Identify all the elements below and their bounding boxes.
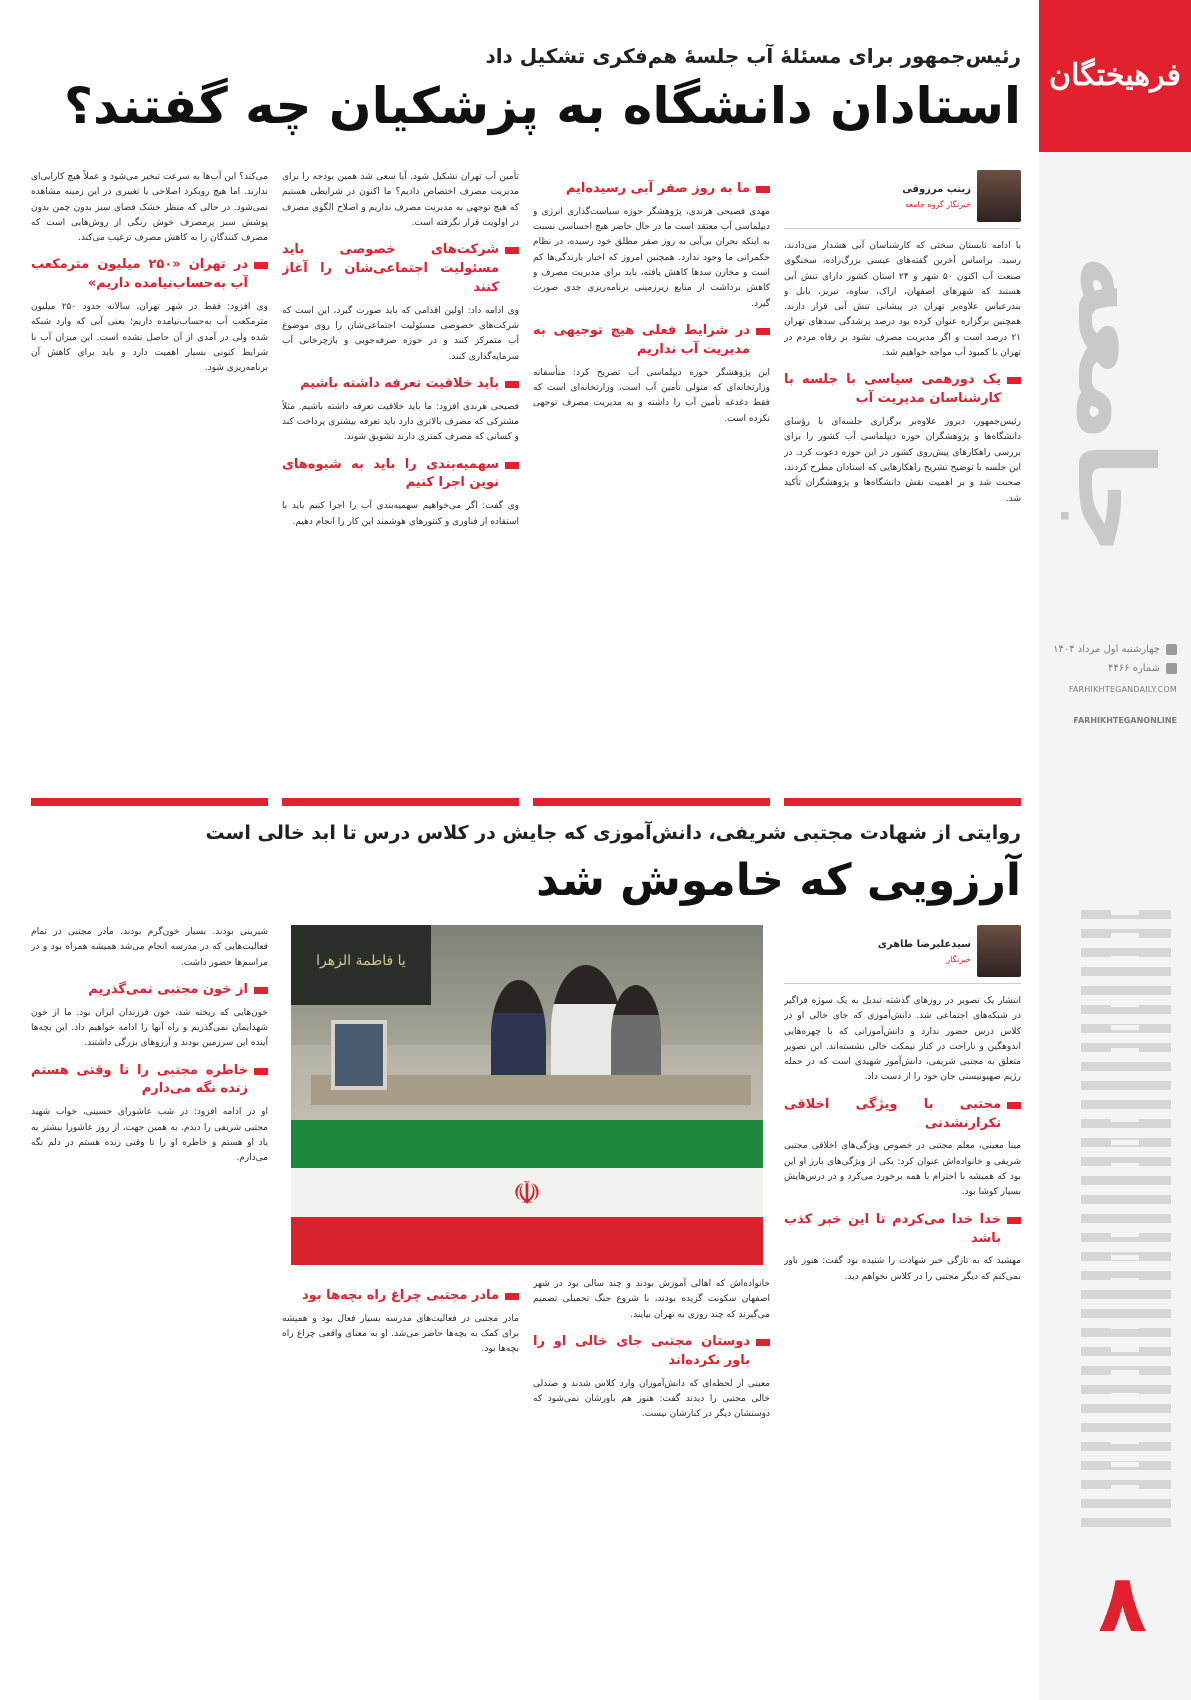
author-name: سیدعلیرضا طاهری	[877, 938, 971, 950]
subheading: خدا خدا می‌کردم تا این خبر کذب باشد	[784, 1211, 1021, 1249]
divider-bar	[784, 798, 1021, 806]
body-paragraph: خانواده‌اش که اهالی آموزش بودند و چند سالی بود در شهر اصفهان سکونت گزیده بودند، با شروع جنگ تحمیلی تصمیم می‌گیرند که چند روزی به تهران بیایند.	[533, 1279, 770, 1320]
story2-headline[interactable]: آرزویی که خاموش شد	[536, 855, 1021, 906]
story1-columns	[31, 170, 1021, 790]
brand-logo-text: فرهیختگان	[1049, 58, 1181, 93]
story2-column-1	[784, 925, 1021, 1695]
body-paragraph: وی گفت: اگر می‌خواهیم سهمیه‌بندی آب را اجرا کنیم باید با استفاده از فناوری و کنتورهای هوشمند این کار را انجام دهیم.	[282, 501, 519, 527]
story2-column-3	[282, 1277, 519, 1695]
subheading: در تهران «۲۵۰ میلیون مترمکعب آب به‌حساب‌نیامده داریم»	[31, 256, 268, 294]
body-paragraph: خون‌هایی که ریخته شد، خون فرزندان ایران بود. ما از خون شهدایمان نمی‌گذریم و راه آنها را ادامه خواهیم داد. این بچه‌ها آینده این سرزمین بودند و آرزوهای بزرگی داشتند.	[31, 1007, 268, 1049]
body-paragraph: وی ادامه داد: اولین اقدامی که باید صورت گیرد، این است که شرکت‌های خصوصی مسئولیت اجتماعی‌شان را روی موضوع آب متمرکز کنند و در حوزه صرفه‌جویی و بازچرخانی آب سرمایه‌گذاری کنند.	[282, 305, 519, 362]
subheading: مادر مجتبی چراغ راه بچه‌ها بود	[282, 1287, 519, 1306]
subheading: یک دورهمی سیاسی با جلسه با کارشناسان مدیریت آب	[784, 371, 1021, 409]
divider-bar	[31, 798, 268, 806]
website-link[interactable]: FARHIKHTEGANDAILY.COM	[1068, 685, 1177, 694]
brand-logo[interactable]	[1039, 0, 1191, 152]
author-byline	[784, 925, 1021, 984]
story1-kicker: رئیس‌جمهور برای مسئلهٔ آب جلسهٔ هم‌فکری تشکیل داد	[485, 44, 1021, 68]
body-paragraph: او در ادامه افزود: در شب عاشورای حسینی، خواب شهید مجتبی شریفی را دیدم. به همین جهت، از روز عاشورا بیشتر به یاد او هستم و خاطره او را تا وقتی زنده هستم در دلم نگه می‌دارم.	[31, 1107, 268, 1164]
author-name: زینب مرزوقی	[902, 183, 971, 195]
subheading: مجتبی با ویژگی اخلاقی تکرارنشدنی	[784, 1096, 1021, 1134]
subheading: خاطره مجتبی را تا وقتی هستم زنده نگه می‌دارم	[31, 1062, 268, 1100]
divider-bar	[533, 798, 770, 806]
body-paragraph: معینی از لحظه‌ای که دانش‌آموزان وارد کلاس شدند و صندلی خالی مجتبی را دیدند گفت: هنوز هم باورشان نمی‌شود که دوستشان دیگر در کنارشان نیست.	[533, 1378, 770, 1420]
author-avatar	[977, 170, 1021, 222]
photo-banner	[291, 925, 431, 1005]
calendar-icon	[1166, 644, 1177, 655]
sidebar	[1039, 0, 1191, 1700]
story2-photo[interactable]	[291, 925, 763, 1265]
author-byline	[784, 170, 1021, 229]
issue-number: شماره ۴۴۶۶	[1108, 663, 1160, 674]
author-role: خبرنگار گروه جامعه	[905, 199, 971, 209]
decorative-pattern	[1081, 910, 1171, 1530]
issue-date: چهارشنبه اول مرداد ۱۴۰۴	[1053, 644, 1160, 655]
subheading: ما به روز صفر آبی رسیده‌ایم	[533, 180, 770, 199]
story2-column-2	[533, 1277, 770, 1695]
story1-column-2	[533, 170, 770, 790]
story2-body	[31, 925, 1021, 1695]
story1-column-4	[31, 170, 268, 790]
photo-portrait-frame	[331, 1020, 387, 1090]
author-avatar	[977, 925, 1021, 977]
issue-meta	[1049, 640, 1177, 728]
photo-student	[491, 980, 546, 1090]
section-title	[1053, 180, 1177, 630]
body-paragraph: این پژوهشگر حوزه دیپلماسی آب تصریح کرد: متأسفانه وزارتخانه‌ای که متولی تأمین آب است، وزارتخانه‌ای است که فقط دغدغه تأمین آب را داشته و به مدیریت مصرف توجهی نکرده است.	[533, 367, 770, 424]
body-paragraph: رئیس‌جمهور، دیروز علاوه‌بر برگزاری جلسه‌ای با رؤسای دانشگاه‌ها و پژوهشگران حوزه دیپلماسی آب کشور را برای بررسی راهکارهای پیش‌روی کشور در این حوزه دعوت کرد. در این جلسه با توضیح تشریح راهکارهایی که استادان مطرح کردند، صحبت شد و بر اهمیت نقش دانشگاه‌ها و پژوهشگران تأکید شد.	[784, 417, 1021, 504]
social-handle[interactable]: FARHIKHTEGANONLINE	[1073, 716, 1177, 726]
subheading: در شرایط فعلی هیچ توجیهی به مدیریت آب نداریم	[533, 322, 770, 360]
body-paragraph: شیرینی بودند. بسیار خون‌گرم بودند. مادر مجتبی در تمام فعالیت‌هایی که در مدرسه انجام می‌شد همیشه همراه بود و در مراسم‌ها حضور داشت.	[31, 927, 268, 968]
section-title-text: جامعه	[1054, 254, 1176, 556]
photo-banner-text: یا فاطمة الزهرا	[316, 953, 406, 969]
subheading: دوستان مجتبی جای خالی او را باور نکرده‌اند	[533, 1333, 770, 1371]
body-paragraph: با ‌ادامه تابستان سختی که کارشناسان آبی هشدار می‌دادند، رسید. براساس آخرین گفته‌های عیسی بزرگ‌زاده، سخنگوی صنعت آب اکنون ۵۰ شهر و ۲۴ استان کشور دارای تنش آبی هستند که شهرهای اصفهان، اراک، ساوه، تبریز، بابل و بندرعباس علاوه‌بر تهران در پیشانی تنش آبی قرار دارند. همچنین برگزاره عنوان کرده بود درصد پرشدگی سدهای تهران ۲۱ درصد است و اگر مدیریت مصرف نشود بر رفاه مردم در تهران با کمبود آب مواجه خواهیم شد.	[784, 241, 1021, 359]
flag-emblem-icon: ☫	[512, 1173, 542, 1212]
main-content	[31, 0, 1021, 1700]
story2-kicker: روایتی از شهادت مجتبی شریفی، دانش‌آموزی که جایش در کلاس درس تا ابد خالی است	[205, 822, 1021, 844]
body-paragraph: مهدی فصیحی هرندی، پژوهشگر حوزه سیاست‌گذاری انرژی و دیپلماسی آب معتقد است ما در حال حاضر هیچ احساسی نسبت به اینکه بحران بی‌آبی به روز صفر مطلق خود رسیده، در نظام حکمرانی ما وجود ندارد. همچنین امروز که اخبار بارندگی‌ها کم است و مخازن سدها کاهش یافته، باید برای مدیریت مصرف و کاهش برداشت از منابع زیرزمینی برنامه‌ریزی جدی صورت گیرد.	[533, 206, 770, 309]
subheading: شرکت‌های خصوصی باید مسئولیت اجتماعی‌شان را آغاز کنند	[282, 241, 519, 298]
story2-column-4	[31, 925, 268, 1695]
subheading: سهمیه‌بندی را باید به شیوه‌های نوین اجرا کنیم	[282, 456, 519, 494]
section-divider	[31, 798, 1021, 806]
body-paragraph: وی افزود: فقط در شهر تهران، سالانه حدود ۲۵۰ میلیون مترمکعب آب به‌حساب‌نیامده داریم؛ یعنی آبی که وارد شبکه شده ولی در آمدی از آن حاصل نشده است. این میزان آب با شرایط کنونی بسیار اهمیت دارد و باید برای کاهش آن برنامه‌ریزی شود.	[31, 302, 268, 374]
body-paragraph: تأمین آب تهران تشکیل شود. آیا سعی شد همین بودجه را برای مدیریت مصرف اختصاص دادیم؟ ما اکنون در شرایطی هستیم که هیچ توجهی به مدیریت مصرف نداریم و اصلاح الگوی مصرف در اولویت قرار نگرفته است.	[282, 172, 519, 228]
body-paragraph: می‌کند؟ این آب‌ها به سرعت تبخیر می‌شود و عملاً هیچ کارایی‌ای ندارند. اما هیچ رویکرد اصلاحی یا تغییری در این زمینه مشاهده نمی‌شود. در حالی که منظر خشک فضای سبز بدون چمن بدون پوشش سبز پرمصرف خوش رنگی از روش‌هایی است که مصرف کنندگان را به کاهش مصرف ترغیب می‌کند.	[31, 172, 268, 244]
photo-student	[611, 985, 661, 1085]
body-paragraph: مینا معینی، معلم مجتبی در خصوص ویژگی‌های اخلاقی مجتبی شریفی و خانواده‌اش عنوان کرد: یکی از ویژگی‌های بارز او این بود که همیشه با احترام با همه برخورد می‌کرد و در درس‌هایش بسیار کوشا بود.	[784, 1141, 1021, 1198]
divider-bar	[282, 798, 519, 806]
story1-headline[interactable]: استادان دانشگاه به پزشکیان چه گفتند؟	[63, 77, 1021, 135]
story1-column-1	[784, 170, 1021, 790]
subheading: از خون مجتبی نمی‌گذریم	[31, 981, 268, 1000]
body-paragraph: مهشید که به تازگی خبر شهادت را شنیده بود گفت: هنوز باور نمی‌کنم که دیگر مجتبی را در کلاس نخواهم دید.	[784, 1256, 1021, 1282]
story1-column-3	[282, 170, 519, 790]
author-role: خبرنگار	[946, 954, 971, 964]
body-paragraph: انتشار یک تصویر در روزهای گذشته تبدیل به یک سوژه فراگیر در شبکه‌های اجتماعی شد. دانش‌آموزی که جای خالی او در کلاس درس حضور ندارد و دانش‌آموزانی که با چهره‌هایی اندوهگین و ناراحت در کنار نیمکت خالی نشسته‌اند. این تصویر متعلق به مجتبی شریفی، دانش‌آموز شهیدی است که در حمله رژیم صهیونیستی جان خود را از دست داد.	[784, 996, 1021, 1083]
subheading: باید خلاقیت تعرفه داشته باشیم	[282, 375, 519, 394]
body-paragraph: فصیحی هرندی افزود: ما باید خلاقیت تعرفه داشته باشیم. مثلاً مشترکی که مصرف بالاتری دارد باید تعرفه بیشتری پرداخت کند و کسانی که مصرف کمتری دارند تشویق شوند.	[282, 401, 519, 443]
iran-flag-image	[291, 1120, 763, 1265]
body-paragraph: مادر مجتبی در فعالیت‌های مدرسه بسیار فعال بود و همیشه برای کمک به بچه‌ها حاضر می‌شد. او به معنای واقعی چراغ راه بچه‌ها بود.	[282, 1313, 519, 1355]
newspaper-icon	[1166, 663, 1177, 674]
page-number: ۸	[1098, 1557, 1147, 1650]
